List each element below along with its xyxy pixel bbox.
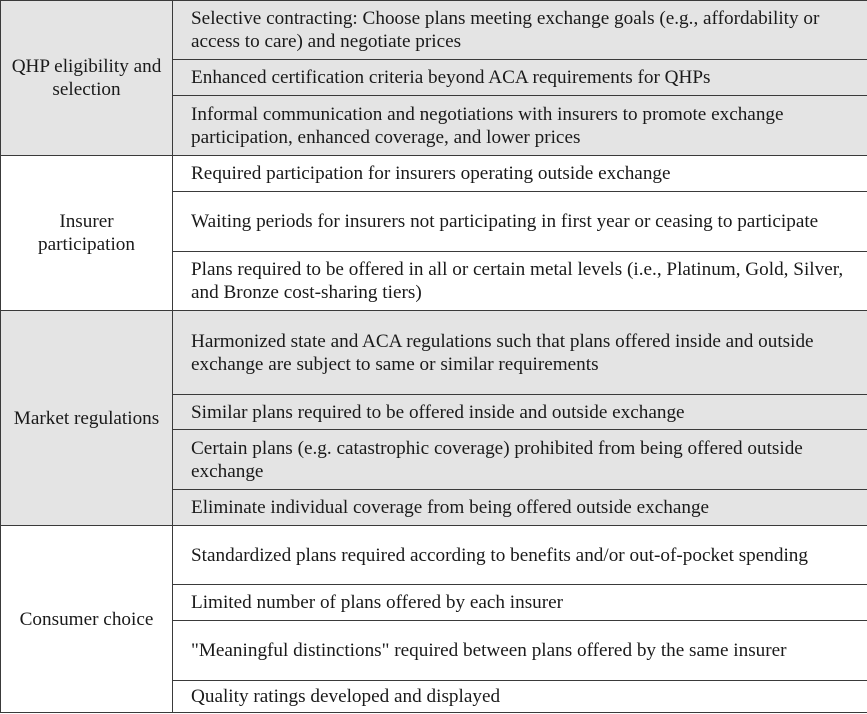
policy-item: Similar plans required to be offered inside and outside exchange: [173, 395, 867, 430]
policy-item: "Meaningful distinctions" required between plans offered by the same insurer: [173, 621, 867, 681]
category-insurer-participation: Insurer participation: [1, 156, 173, 311]
table-row: [1, 311, 867, 395]
policy-item: Quality ratings developed and displayed: [173, 681, 867, 713]
category-market-regulations: Market regulations: [1, 311, 173, 526]
table-row: [1, 526, 867, 585]
policy-item: Informal communication and negotiations with insurers to promote exchange participation, enhanced coverage, and lower prices: [173, 96, 867, 156]
table-row: [1, 1, 867, 60]
policy-item: Limited number of plans offered by each insurer: [173, 585, 867, 621]
policy-item: Standardized plans required according to benefits and/or out-of-pocket spending: [173, 526, 867, 585]
policy-item: Certain plans (e.g. catastrophic coverage) prohibited from being offered outside exchange: [173, 430, 867, 490]
policy-item: Waiting periods for insurers not participating in first year or ceasing to participate: [173, 192, 867, 252]
policy-item: Selective contracting: Choose plans meeting exchange goals (e.g., affordability or access to care) and negotiate prices: [173, 1, 867, 60]
policy-item: Enhanced certification criteria beyond ACA requirements for QHPs: [173, 60, 867, 96]
policy-item: Harmonized state and ACA regulations such that plans offered inside and outside exchange are subject to same or similar requirements: [173, 311, 867, 395]
table-row: [1, 156, 867, 192]
category-qhp-eligibility: QHP eligibility and selection: [1, 1, 173, 156]
policy-item: Required participation for insurers operating outside exchange: [173, 156, 867, 192]
category-consumer-choice: Consumer choice: [1, 526, 173, 713]
policy-item: Eliminate individual coverage from being offered outside exchange: [173, 490, 867, 526]
policy-item: Plans required to be offered in all or certain metal levels (i.e., Platinum, Gold, Silver, and Bronze cost-sharing tiers): [173, 252, 867, 311]
